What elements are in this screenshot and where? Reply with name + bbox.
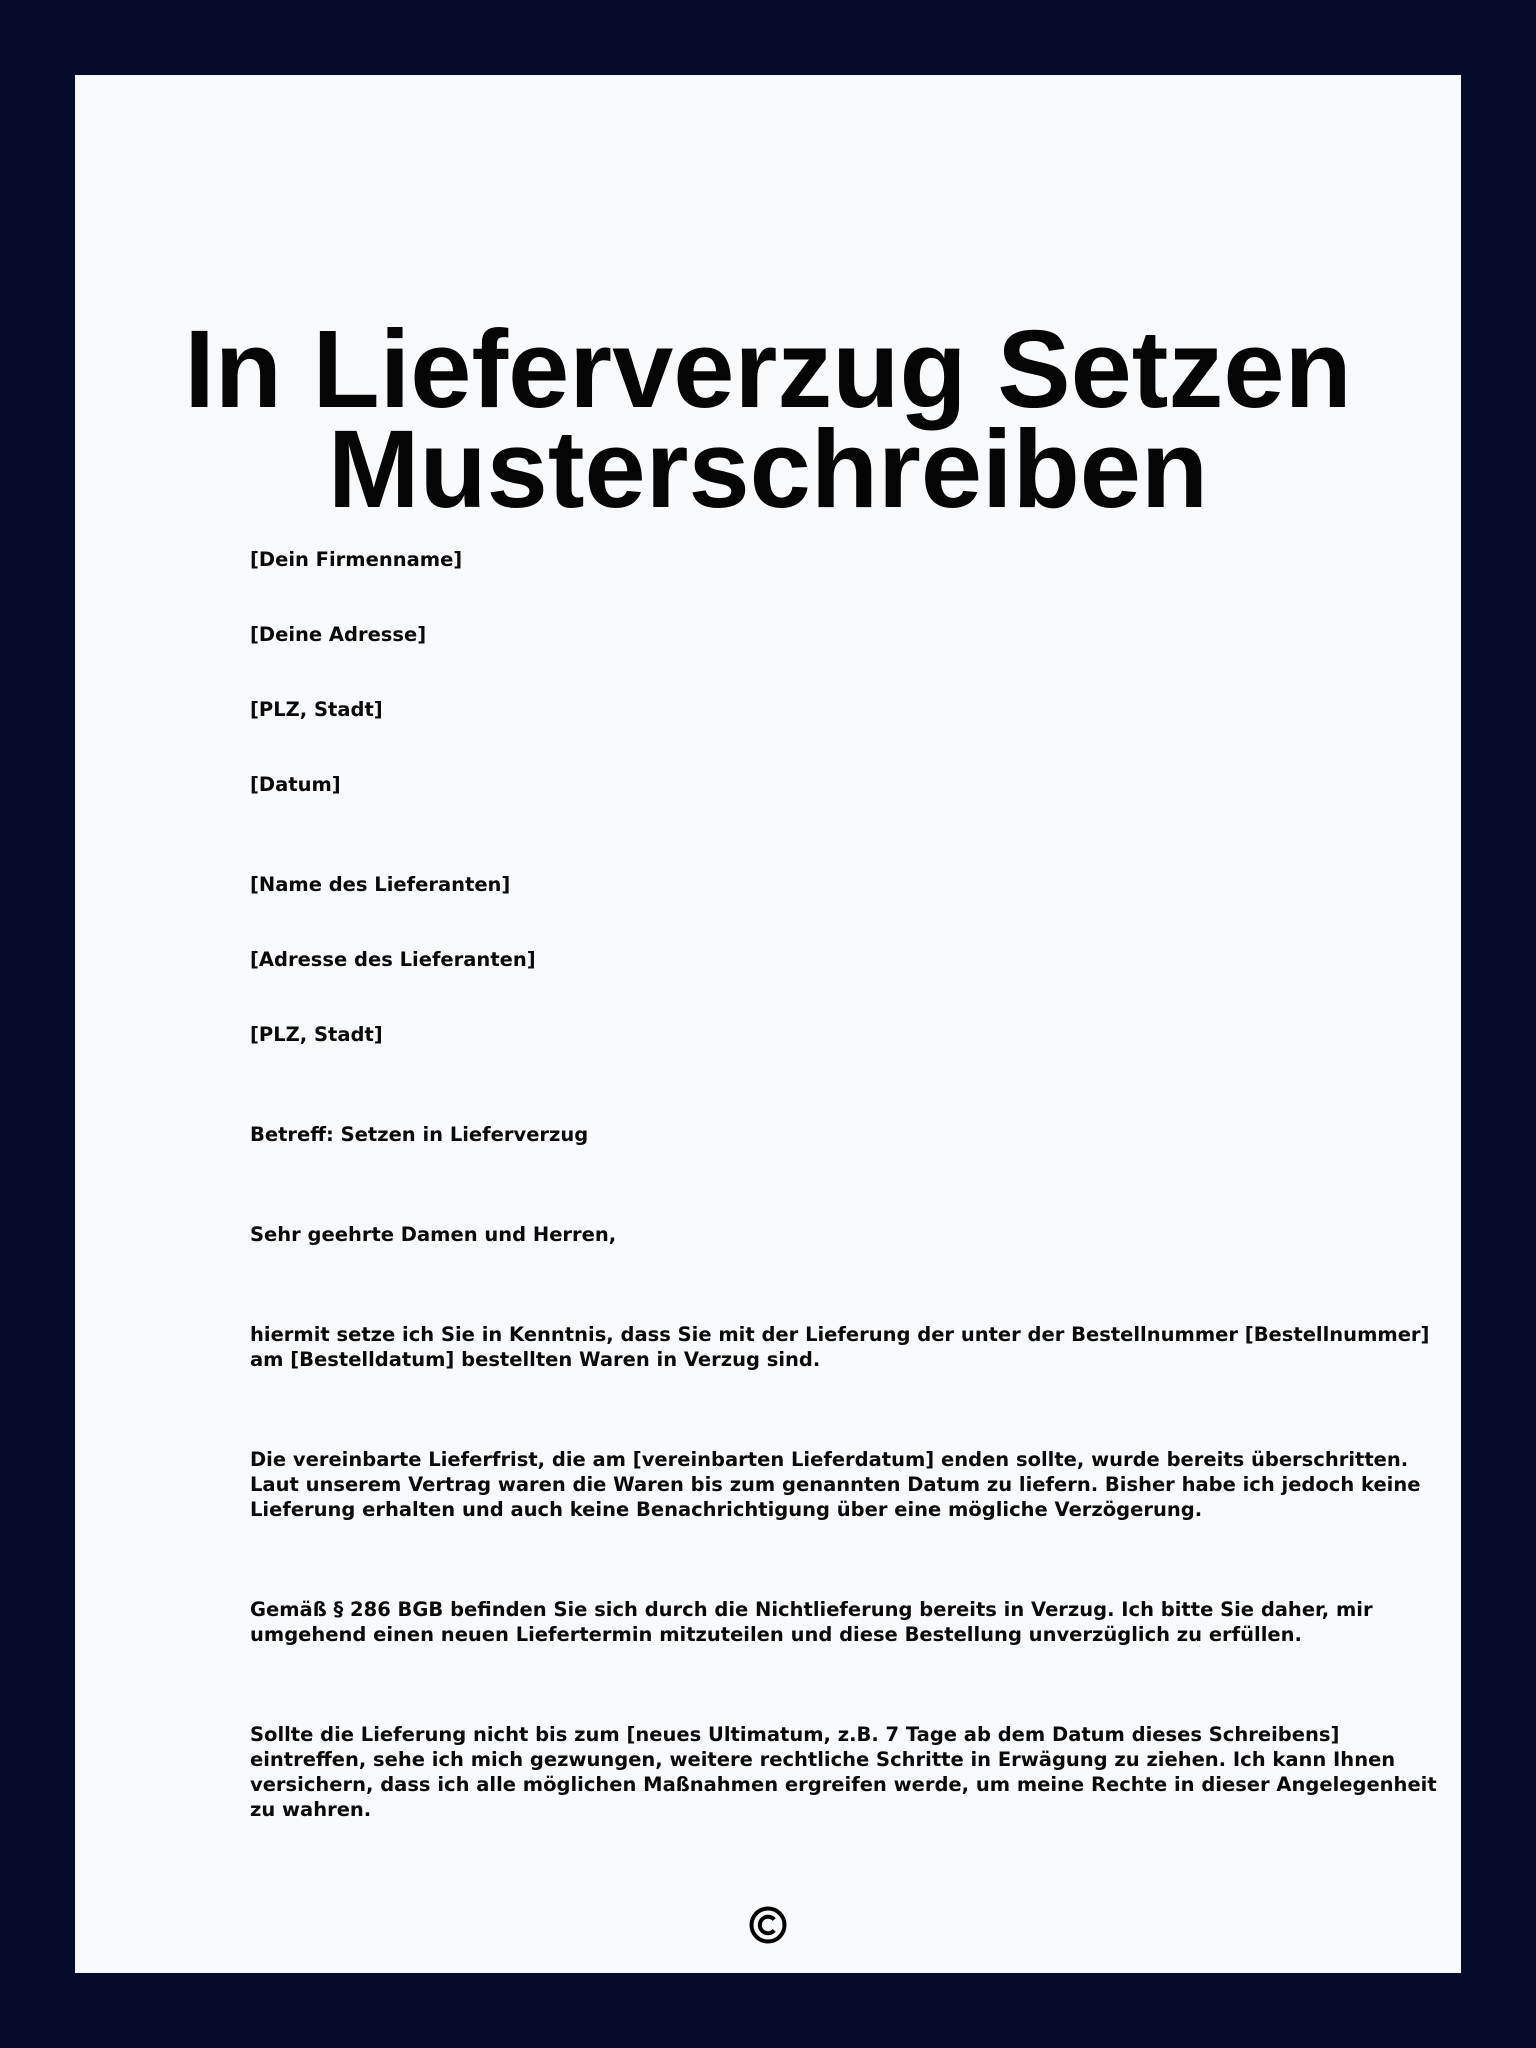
title-line-1: In Lieferverzug Setzen (184, 308, 1352, 431)
paragraph-2 (250, 1447, 1421, 1522)
paragraph-line: hiermit setze ich Sie in Kenntnis, dass Sie mit der Lieferung der unter der Bestellnummer [Bestellnummer] (250, 1323, 1430, 1346)
paragraph-1 (250, 1322, 1430, 1372)
salutation: Sehr geehrte Damen und Herren, (250, 1223, 617, 1246)
paragraph-line: Lieferung erhalten und auch keine Benachrichtigung über eine mögliche Verzögerung. (250, 1498, 1203, 1521)
copyright-icon (748, 1905, 788, 1945)
recipient-name: [Name des Lieferanten] (250, 873, 511, 896)
title-line-2: Musterschreiben (327, 408, 1209, 531)
sender-address: [Deine Adresse] (250, 623, 427, 646)
paragraph-4 (250, 1722, 1437, 1822)
letter-subject: Betreff: Setzen in Lieferverzug (250, 1123, 589, 1146)
paragraph-line: eintreffen, sehe ich mich gezwungen, weitere rechtliche Schritte in Erwägung zu ziehen. Ich kann Ihnen (250, 1748, 1396, 1771)
recipient-address: [Adresse des Lieferanten] (250, 948, 536, 971)
paragraph-line: versichern, dass ich alle möglichen Maßnahmen ergreifen werde, um meine Rechte in dieser Angelegenheit (250, 1773, 1437, 1796)
sender-company: [Dein Firmenname] (250, 548, 463, 571)
paragraph-line: am [Bestelldatum] bestellten Waren in Verzug sind. (250, 1348, 821, 1371)
paragraph-line: umgehend einen neuen Liefertermin mitzuteilen und diese Bestellung unverzüglich zu erfüllen. (250, 1623, 1302, 1646)
paragraph-line: Gemäß § 286 BGB befinden Sie sich durch die Nichtlieferung bereits in Verzug. Ich bitte Sie daher, mir (250, 1598, 1373, 1621)
recipient-city: [PLZ, Stadt] (250, 1023, 383, 1046)
paragraph-line: Sollte die Lieferung nicht bis zum [neues Ultimatum, z.B. 7 Tage ab dem Datum dieses Schreibens] (250, 1723, 1340, 1746)
sender-city: [PLZ, Stadt] (250, 698, 383, 721)
paragraph-line: Die vereinbarte Lieferfrist, die am [vereinbarten Lieferdatum] enden sollte, wurde bereits überschritten. (250, 1448, 1409, 1471)
letter-date: [Datum] (250, 773, 341, 796)
letter-page (75, 75, 1461, 1973)
paragraph-line: Laut unserem Vertrag waren die Waren bis zum genannten Datum zu liefern. Bisher habe ich jedoch keine (250, 1473, 1421, 1496)
document-title (75, 308, 1461, 531)
paragraph-line: zu wahren. (250, 1798, 372, 1821)
paragraph-3 (250, 1597, 1373, 1647)
